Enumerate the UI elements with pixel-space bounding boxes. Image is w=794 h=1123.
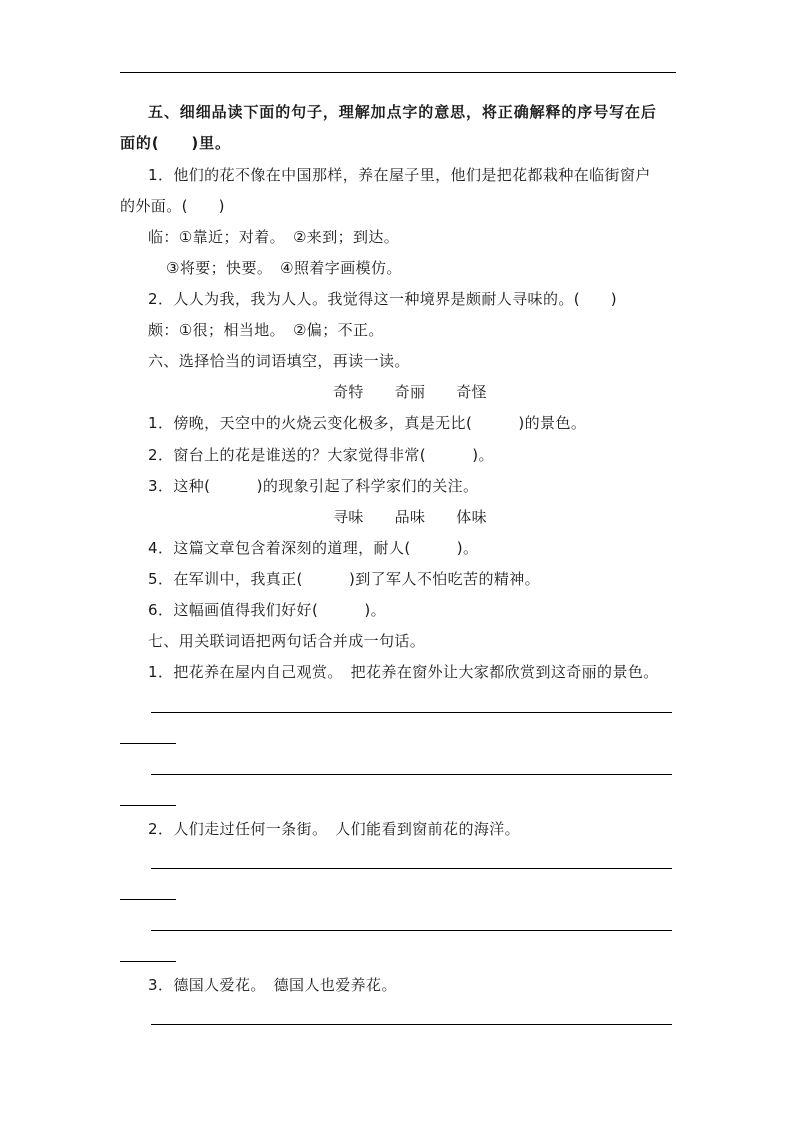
answer-line-q1b-tail [120, 805, 176, 806]
section7-q1: 1．把花养在屋内自己观赏。 把花养在窗外让大家都欣赏到这奇丽的景色。 [148, 663, 659, 681]
section5-q1-options-a: 临：①靠近；对着。 ②来到；到达。 [148, 228, 400, 246]
section6-q2: 2．窗台上的花是谁送的？大家觉得非常( )。 [148, 446, 494, 464]
section5-q2-options: 颇：①很；相当地。 ②偏；不正。 [148, 321, 384, 339]
section6-q5: 5．在军训中，我真正( )到了军人不怕吃苦的精神。 [148, 570, 541, 588]
answer-line-q1a [151, 712, 672, 713]
answer-line-q2b-tail [120, 961, 176, 962]
answer-line-q2b [151, 930, 672, 931]
section6-heading: 六、选择恰当的词语填空，再读一读。 [148, 352, 410, 370]
section6-q6: 6．这幅画值得我们好好( )。 [148, 601, 387, 619]
answer-line-q1a-tail [120, 743, 176, 744]
section7-q2: 2．人们走过任何一条街。 人们能看到窗前花的海洋。 [148, 820, 521, 838]
section6-word-bank-a: 奇特 奇丽 奇怪 [333, 383, 488, 401]
answer-line-q3a [151, 1024, 672, 1025]
section7-q3: 3．德国人爱花。 德国人也爱养花。 [148, 976, 397, 994]
section6-word-bank-b: 寻味 品味 体味 [333, 508, 488, 526]
section6-q1: 1．傍晚，天空中的火烧云变化极多，真是无比( )的景色。 [148, 414, 587, 432]
section5-q2-line: 2．人人为我，我为人人。我觉得这一种境界是颇耐人寻味的。( ) [148, 290, 618, 308]
section5-heading-line1: 五、细细品读下面的句子，理解加点字的意思，将正确解释的序号写在后 [148, 103, 657, 121]
section5-heading-line2: 面的( )里。 [120, 134, 231, 152]
page-header-rule [120, 72, 676, 73]
section6-q3: 3．这种( )的现象引起了科学家们的关注。 [148, 477, 479, 495]
section5-q1-options-b: ③将要；快要。 ④照着字画模仿。 [166, 259, 402, 277]
section5-q1-line2: 的外面。( ) [120, 197, 225, 215]
section6-q4: 4．这篇文章包含着深刻的道理，耐人( )。 [148, 539, 479, 557]
answer-line-q1b [151, 774, 672, 775]
answer-line-q2a-tail [120, 899, 176, 900]
section5-q1-line1: 1．他们的花不像在中国那样，养在屋子里，他们是把花都栽种在临街窗户 [148, 166, 651, 184]
answer-line-q2a [151, 868, 672, 869]
section7-heading: 七、用关联词语把两句话合并成一句话。 [148, 632, 426, 650]
